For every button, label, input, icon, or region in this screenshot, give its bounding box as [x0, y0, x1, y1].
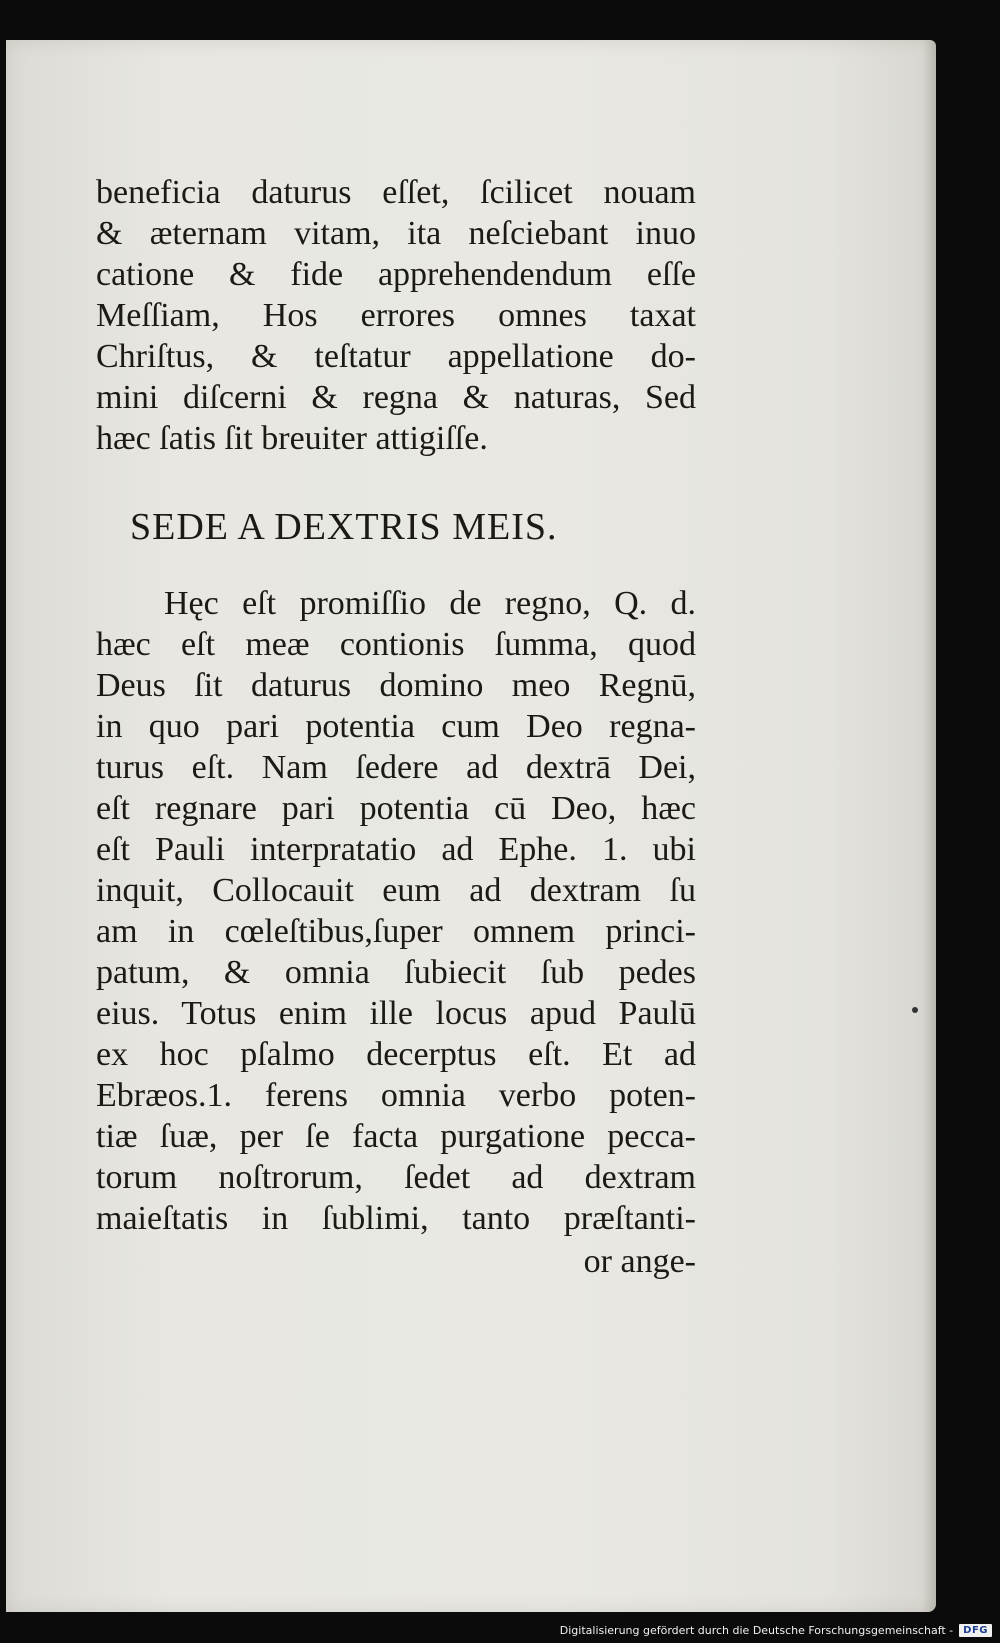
catchword: or ange- [583, 1243, 696, 1280]
text-line: & æternam vitam, ita neſciebant inuo [96, 215, 696, 252]
text-line: Ebræos.1. ferens omnia verbo poten- [96, 1077, 696, 1114]
text-line: maieſtatis in ſublimi, tanto præſtanti- [96, 1200, 696, 1237]
dfg-logo-icon: DFG [959, 1624, 992, 1637]
page-text [96, 172, 696, 1282]
text-line: hæc ſatis ſit breuiter attigiſſe. [96, 420, 488, 457]
text-line: eſt Pauli interpratatio ad Ephe. 1. ubi [96, 831, 696, 868]
text-line: mini diſcerni & regna & naturas, Sed [96, 379, 696, 416]
text-line: inquit, Collocauit eum ad dextram ſu [96, 872, 696, 909]
section-heading: SEDE A DEXTRIS MEIS. [130, 506, 558, 548]
paragraph-1 [96, 172, 696, 459]
text-line: eſt regnare pari potentia cū Deo, hæc [96, 790, 696, 827]
text-line: Meſſiam, Hos errores omnes taxat [96, 297, 696, 334]
text-line: beneficia daturus eſſet, ſcilicet nouam [96, 174, 696, 211]
ink-spot [912, 1007, 918, 1013]
text-line: torum noſtrorum, ſedet ad dextram [96, 1159, 696, 1196]
footer-text: Digitalisierung gefördert durch die Deutsche Forschungsgemeinschaft - [559, 1623, 954, 1637]
paragraph-2 [96, 583, 696, 1239]
text-line: Chriſtus, & teſtatur appellatione do- [96, 338, 696, 375]
text-line: am in cœleſtibus,ſuper omnem princi- [96, 913, 696, 950]
text-line: tiæ ſuæ, per ſe facta purgatione pecca- [96, 1118, 696, 1155]
text-line: hæc eſt meæ contionis ſumma, quod [96, 626, 696, 663]
text-line: catione & fide apprehendendum eſſe [96, 256, 696, 293]
text-line: Deus ſit daturus domino meo Regnū, [96, 667, 696, 704]
text-line: Hęc eſt promiſſio de regno, Q. d. [164, 585, 696, 622]
text-line: ex hoc pſalmo decerptus eſt. Et ad [96, 1036, 696, 1073]
text-line: in quo pari potentia cum Deo regna- [96, 708, 696, 745]
text-line: patum, & omnia ſubiecit ſub pedes [96, 954, 696, 991]
text-line: eius. Totus enim ille locus apud Paulū [96, 995, 696, 1032]
book-page [6, 40, 936, 1612]
text-line: turus eſt. Nam ſedere ad dextrā Dei, [96, 749, 696, 786]
digitization-footer [560, 1620, 992, 1640]
